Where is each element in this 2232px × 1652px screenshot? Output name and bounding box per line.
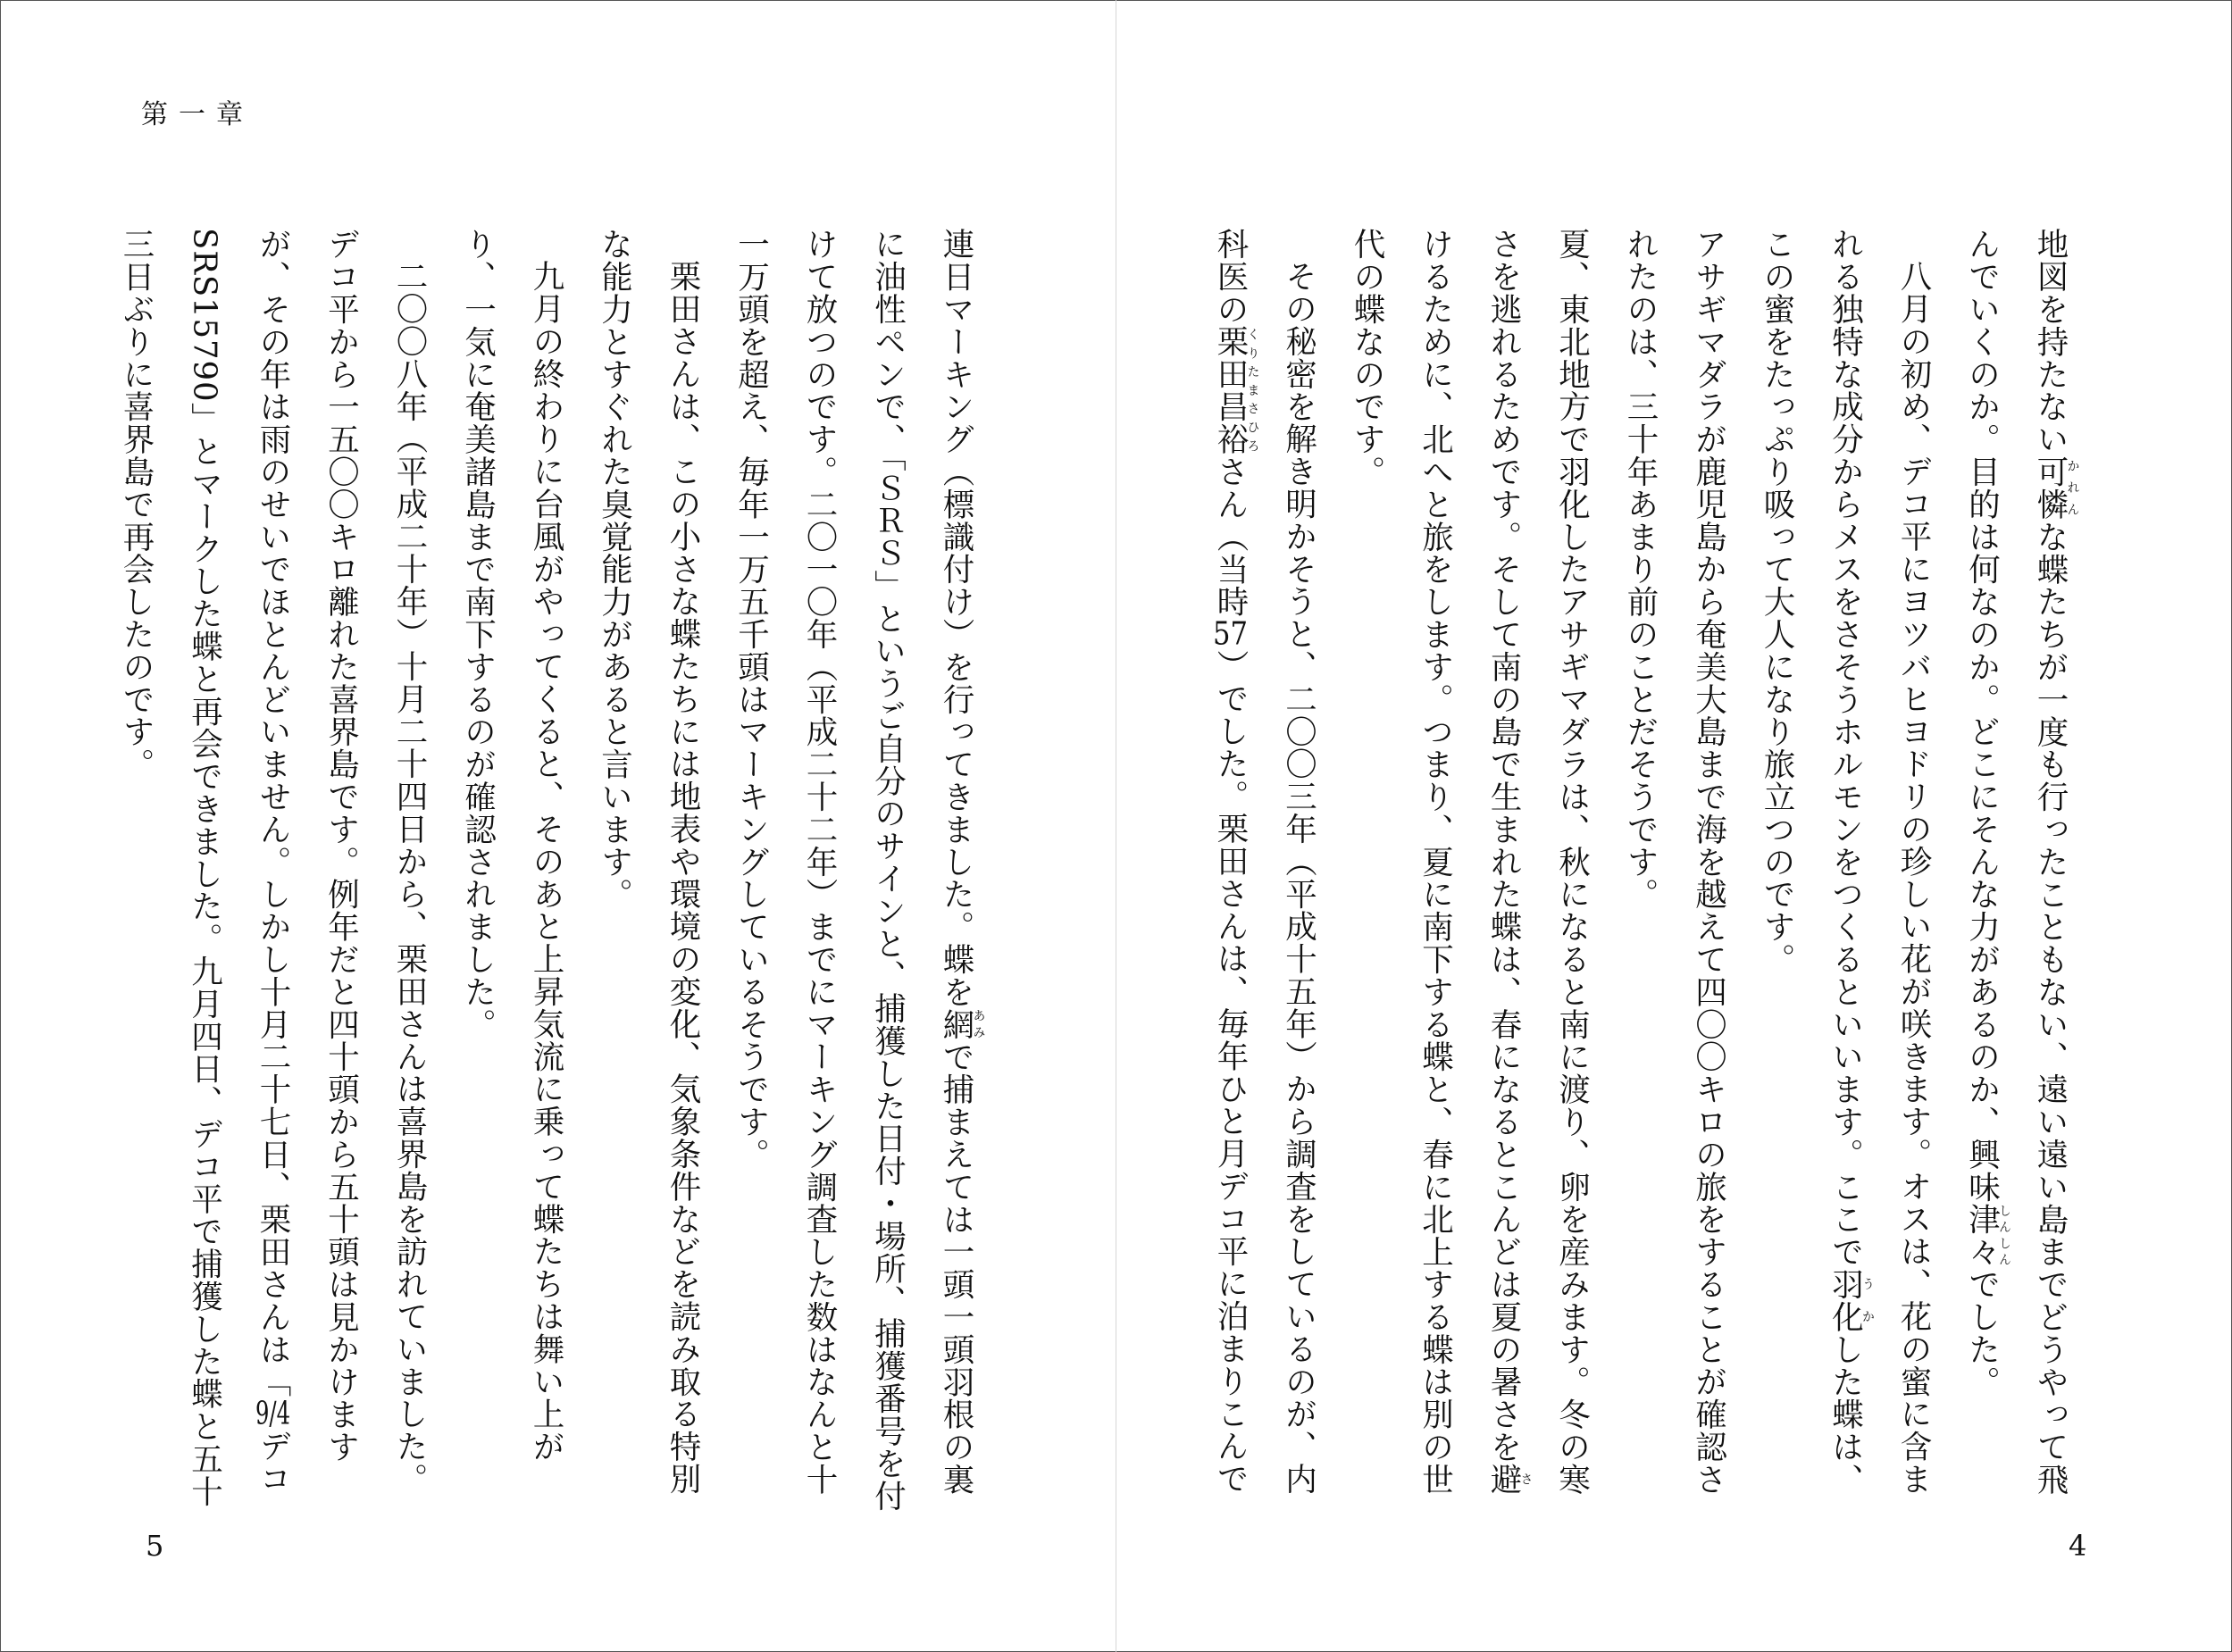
text-run: 」とマークした蝶と再会できました。九月四日、デコ平で捕獲した蝶と五十三日ぶりに喜界島で再会したのです。	[118, 228, 223, 1508]
text-run: デコ	[255, 1429, 291, 1495]
text-run: SRS15790	[186, 228, 223, 403]
text-run: 夏、東北地方で羽化したアサギマダラは、秋になると南に渡り、卵を産みます。冬の寒さを逃れるためです。そして南の島で生まれた蝶は、春になるとこんどは夏の暑さを	[1485, 228, 1591, 1496]
furigana: かれん	[2065, 455, 2080, 521]
text-run: な蝶たちが一度も行ったこともない、遠い遠い島までどうやって飛んでいくのか。目的は何なのか。どこにそんな力があるのか、興味	[1963, 228, 2069, 1496]
left-page-text	[118, 228, 990, 1523]
paragraph	[102, 228, 444, 1523]
text-run: 連日マーキング（標識付け）を行ってきました。蝶を	[938, 228, 974, 1008]
ruby-word	[1827, 1267, 1875, 1333]
ruby-base: 津々	[1963, 1203, 2001, 1268]
text-run: その秘密を解き明かそうと、二〇〇三年（平成十五年）から調査をしているのが、内科医の	[1212, 228, 1317, 1495]
upright-numerals: 9/4	[255, 1398, 291, 1430]
ruby-base: 栗田昌裕	[1212, 325, 1249, 455]
paragraph: アサギマダラが鹿児島から奄美大島まで海を越えて四〇〇キロの旅をすることが確認されたのは、三十年あまり前のことだそうです。	[1622, 228, 1727, 1496]
paragraph: 栗田さんは、この小さな蝶たちには地表や環境の変化、気象条件などを読み取る特別な能力とすぐれた臭覚能力があると言います。	[596, 228, 701, 1495]
upright-numerals: 57	[1212, 617, 1249, 650]
right-page-text	[1212, 228, 2084, 1523]
paragraph	[1947, 228, 2084, 1523]
paragraph	[716, 228, 990, 1523]
text-run: ）でした。栗田さんは、毎年ひと月デコ平に泊まりこんで	[1212, 649, 1249, 1495]
furigana: さ	[1518, 1463, 1534, 1496]
paragraph: 九月の終わりに台風がやってくると、そのあと上昇気流に乗って蝶たちは舞い上がり、一気に奄美諸島まで南下するのが確認されました。	[459, 228, 564, 1463]
page-number-right: 4	[2069, 1529, 2087, 1563]
furigana: あみ	[971, 1007, 986, 1040]
paragraph	[1743, 228, 1948, 1523]
ruby-base: 羽化	[1827, 1267, 1864, 1333]
text-run: さん（当時	[1212, 455, 1249, 618]
paragraph	[1196, 228, 1333, 1523]
furigana: しんしん	[1997, 1203, 2011, 1268]
text-run: でした。	[1963, 1267, 2001, 1398]
ruby-base: 避	[1485, 1463, 1522, 1496]
ruby-base: 可憐	[2032, 455, 2069, 521]
ruby-word	[938, 1007, 986, 1041]
ruby-base: 網	[938, 1007, 974, 1041]
furigana: うか	[1860, 1267, 1875, 1333]
ruby-word	[1212, 325, 1260, 455]
text-run: 二〇〇八年（平成二十年）十月二十四日から、栗田さんは喜界島を訪れていました。デコ平から一五〇〇キロ離れた喜界島です。例年だと四十頭から五十頭は見かけますが、その年は雨のせいでほとんどいません。しかし十月二十七日、栗田さんは「	[255, 228, 428, 1495]
text-run: 八月の初め、デコ平にヨツバヒヨドリの珍しい花が咲きます。オスは、花の蜜に含まれる独特な成分からメスをさそうホルモンをつくるといいます。ここで	[1827, 228, 1932, 1495]
chapter-heading: 第一章	[141, 99, 254, 130]
text-run: 地図を持たない	[2032, 228, 2069, 455]
text-run: けるために、北へと旅をします。つまり、夏に南下する蝶と、春に北上する蝶は別の世代の蝶なのです。	[1349, 228, 1454, 1496]
text-run: した蝶は、この蜜をたっぷり吸って大人になり旅立つのです。	[1759, 228, 1864, 1496]
ruby-word	[1963, 1203, 2011, 1268]
ruby-word	[1485, 1463, 1534, 1496]
ruby-word	[2032, 455, 2080, 521]
paragraph	[1333, 228, 1606, 1523]
text-run: で捕まえては一頭一頭羽根の裏に油性ペンで、「ＳＲＳ」というご自分のサインと、捕獲した日付・場所、捕獲番号を付けて放つのです。二〇一〇年（平成二十二年）までにマーキング調査した数はなんと十一万頭を超え、毎年一万五千頭はマーキングしているそうです。	[732, 228, 974, 1513]
page-number-left: 5	[146, 1529, 164, 1563]
furigana: くりたまさひろ	[1245, 325, 1260, 455]
